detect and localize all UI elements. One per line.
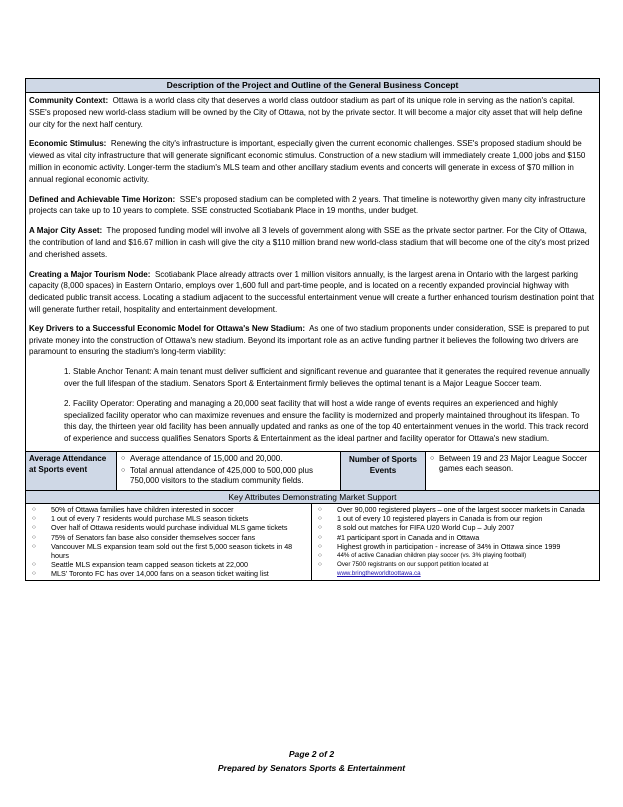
list-item: ○ MLS' Toronto FC has over 14,000 fans on a season ticket waiting list: [29, 569, 308, 578]
list-item: ○ 1 out of every 7 residents would purchase MLS season tickets: [29, 514, 308, 523]
paragraph-heading: A Major City Asset:: [29, 226, 103, 236]
petition-text: Over 7500 registrants on our support petition located at: [337, 561, 489, 569]
business-concept-table: [25, 78, 600, 581]
paragraph-heading: Creating a Major Tourism Node:: [29, 269, 151, 279]
list-item: ○ Over half of Ottawa residents would purchase individual MLS game tickets: [29, 523, 308, 532]
events-label: Number of Sports Events: [341, 452, 426, 490]
key-drivers-paragraph: [29, 323, 596, 358]
list-item: [315, 560, 596, 578]
attendance-item: ○ Total annual attendance of 425,000 to 500,000 plus 750,000 visitors to the stadium community fields.: [121, 466, 336, 486]
paragraph-text: Scotiabank Place already attracts over 1 million visitors annually, is the largest arena in Ontario with the largest parking capacity (8,000 spaces) in Eastern Ontario, employs over 1,600 full and part-time people, and is located on a recently expanded provincial highway with dedicated public transit access. Locating a stadium adjacent to the successful entertainment venue will create a further enhanced tourism destination point that will generate further retail, hospitality and entertainment development.: [29, 269, 594, 314]
attendance-item: ○ Average attendance of 15,000 and 20,000.: [121, 454, 336, 464]
key-attributes-right: [312, 504, 599, 580]
list-item: ○ 8 sold out matches for FIFA U20 World Cup – July 2007: [315, 523, 596, 532]
description-body: [26, 93, 599, 452]
list-item: ○ 50% of Ottawa families have children interested in soccer: [29, 505, 308, 514]
driver-anchor-tenant: 1. Stable Anchor Tenant: A main tenant must deliver sufficient and significant revenue and guarantee that it generates the required revenue annually over the full lifespan of the stadium. Senators Sport & Entertainment firmly believes the optimal tenant is a Major League Soccer team.: [64, 367, 590, 388]
attendance-label: Average Attendance at Sports event: [26, 452, 117, 490]
key-attributes-grid: [26, 504, 599, 580]
city-asset-paragraph: [29, 225, 596, 260]
list-item: ○ Over 90,000 registered players – one of the largest soccer markets in Canada: [315, 505, 596, 514]
paragraph-heading: Defined and Achievable Time Horizon:: [29, 194, 176, 204]
list-item: ○ Highest growth in participation - increase of 34% in Ottawa since 1999: [315, 542, 596, 551]
key-attributes-header: Key Attributes Demonstrating Market Support: [26, 491, 599, 504]
list-item: ○ 44% of active Canadian children play soccer (vs. 3% playing football): [315, 551, 596, 560]
paragraph-heading: Economic Stimulus:: [29, 139, 107, 149]
petition-link[interactable]: www.bringtheworldtoottawa.ca: [337, 570, 421, 578]
paragraph-text: SSE's proposed stadium can be completed with 2 years. That timeline is noteworthy given many city infrastructure projects can take up to 10 years to complete. SSE constructed Scotiabank Place in 19 months, under budget.: [29, 194, 586, 216]
paragraph-text: Renewing the city's infrastructure is important, especially given the current economic challenges. SSE's proposed stadium should be viewed as vital city infrastructure that will generate significant economic stimulus. Construction of a new stadium will immediately create 1,000 jobs and $150 million in economic activity. Longer-term the stadium's MLS team and other ancillary stadium events and concerts will generate in excess of $70 million in annual regional economic activity.: [29, 139, 586, 184]
paragraph-text: Ottawa is a world class city that deserves a world class outdoor stadium as part of its unique role in serving as the nation's capital. SSE's proposed new world-class stadium will be owned by the City of Ottawa, not by the private sector. It will become a major city asset that will help define our city for the next half century.: [29, 96, 583, 129]
paragraph-text: As one of two stadium proponents under consideration, SSE is prepared to put private money into the construction of Ottawa's new stadium. Beyond its important role as an active funding partner it believes the following two drivers are paramount to ensuring the stadium's long-term viability:: [29, 323, 590, 357]
list-item: ○ Vancouver MLS expansion team sold out the first 5,000 season tickets in 48 hours: [29, 542, 308, 560]
time-horizon-paragraph: [29, 194, 596, 218]
stats-row: [26, 452, 599, 491]
economic-stimulus-paragraph: [29, 138, 596, 185]
attendance-values: [117, 452, 341, 490]
driver-facility-operator: 2. Facility Operator: Operating and managing a 20,000 seat facility that will host a wide range of events requires an experienced and highly specialized facility operator who can maximize revenues and ensure the facility is modernized and properly maintained throughout its lifespan. To this day, the thirteen year old facility has been annually updated and ranks as one of the top 40 entertainment venues in the world. This track record of experience and success qualifies Senators Sports & Entertainment as the ideal partner and facility operator for Ottawa's new stadium.: [64, 398, 589, 444]
events-item: ○ Between 19 and 23 Major League Soccer games each season.: [430, 454, 595, 474]
tourism-node-paragraph: [29, 269, 596, 316]
section-header: Description of the Project and Outline of the General Business Concept: [26, 79, 599, 93]
list-item: ○ 75% of Senators fan base also consider themselves soccer fans: [29, 533, 308, 542]
community-context-paragraph: [29, 95, 596, 130]
list-item: ○ #1 participant sport in Canada and in Ottawa: [315, 533, 596, 542]
page-number: Page 2 of 2: [288, 749, 335, 759]
events-values: [426, 452, 599, 490]
key-attributes-left: [26, 504, 312, 580]
prepared-by: Prepared by Senators Sports & Entertainment: [217, 763, 406, 773]
list-item: ○ 1 out of every 10 registered players in Canada is from our region: [315, 514, 596, 523]
paragraph-text: The proposed funding model will involve all 3 levels of government along with SSE as the private sector partner. For the City of Ottawa, the contribution of land and $16.67 million in cash will give the city a $110 million brand new world-class stadium that will become one of the city's most prized and cherished assets.: [29, 226, 590, 259]
paragraph-heading: Community Context:: [29, 96, 109, 105]
list-item: ○ Seattle MLS expansion team capped season tickets at 22,000: [29, 560, 308, 569]
paragraph-heading: Key Drivers to a Successful Economic Model for Ottawa's New Stadium:: [29, 323, 306, 333]
